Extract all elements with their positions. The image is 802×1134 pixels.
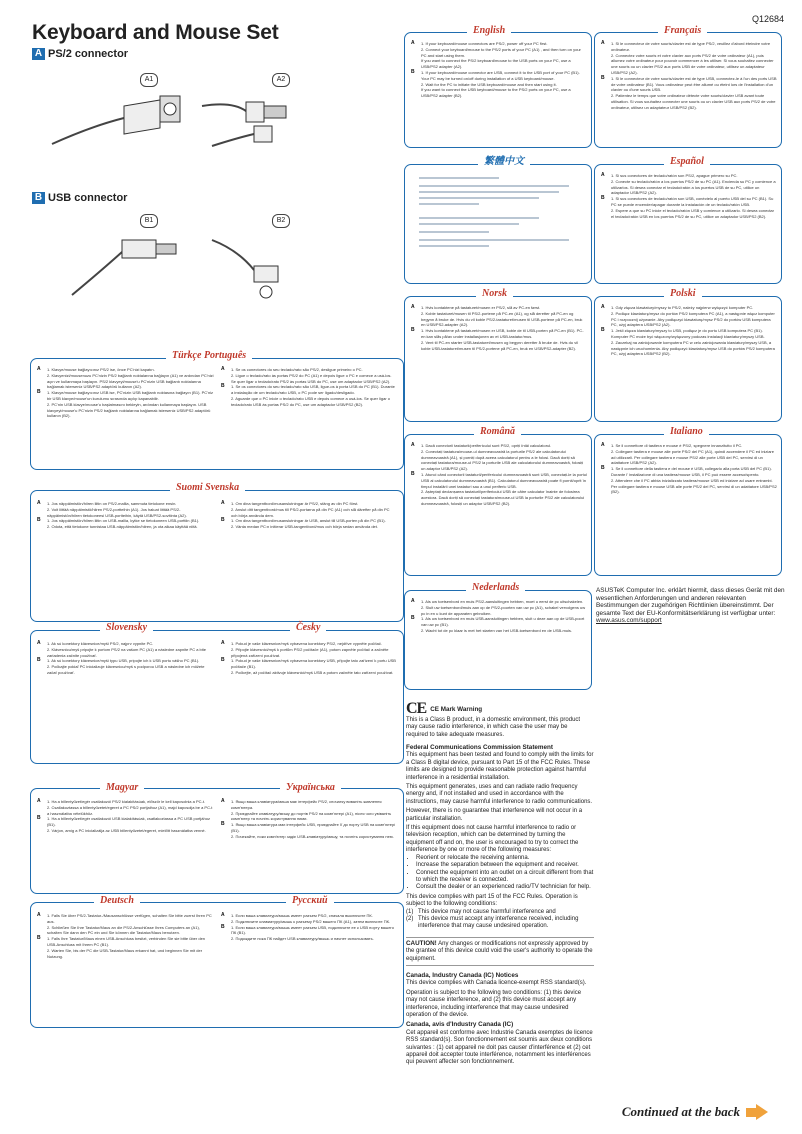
ce-logo-icon: CE [406,700,427,717]
english-b1: If your keyboard/mouse connector are USB, connect it to the USB port of your PC (B1). Your PC may be turned on/off during installation of a USB keyboard/mouse. [421,69,580,81]
romana-b1: Atunci când conectorii tastaturii/perifericului dumneavoastră sunt USB, conectați-le la portul USB al calculatorului dumneavoastră (B1). Calculatorul dumneavoastră poate fi pornit/oprit în timpul instalării unei tastaturi sau a unui periferic USB. [421,471,587,489]
cesky-a2: Připojte klávesnici/myš k portům PS/2 počítače (A1), potom zapněte počítač a začněte připojená zařízení používat. [231,646,389,658]
turkce-b2: PC'nin USB klavye/mouse'u başlatmasını bekleyin, ardından kullanmaya başlayın. USB klavyeyi/mouse'u PC'nizin PS/2 bağlantı noktalarına bağlamak isterseniz USB/PS2 adaptörü kullanın (B2). [47,401,211,419]
ic-p2: Operation is subject to the following two conditions: (1) this device may not cause interference, and (2) this device must accept any interference, including interference that may cause undesired operation of the device. [406,989,582,1018]
polski-b1: Jeśli złącza klawiatury/myszy to USB, podłącz je do portu USB komputera PC (B1). Komputer PC może być włączony/wyłączony podczas instalacji klawiatury/myszy USB. [611,328,765,339]
cesky-a1: Pokud je vaše klávesnice/myš vybavena konektory PS/2, nejdříve vypněte počítač. [235,641,382,646]
romana-a1: Dacă conectorii tastaturii/perifericului sunt PS/2, opriți întâi calculatorul. [425,443,552,448]
ce-mark [406,700,482,718]
fcc-p1: This equipment has been tested and found to comply with the limits for a Class B digital device, pursuant to Part 15 of the FCC Rules. These limits are designed to provide reasonable protection against harmful interference in a residential installation. [406,752,594,781]
turkce-a2: Klavyenizi/mousenuzu PC'nizin PS/2 bağlantı noktalarına bağlayın (A1) ve ardından PC'nizi açın ve kullanmaya başlayın. PS/2 klavyeyi/mouse'u PC'nizin USB bağlantı noktalarına bağlamak isterseniz USB/PS2 adaptörü kullanın (A2). [47,372,214,390]
panel-suomi-svenska: A 1. Jos näppäimistön/hiiren liitin on PS/2-mallia, sammuta tietokone ensin. 2. Voit liittää näppäimistö/hiiren PS/2-portteihin (A1). Jos haluat liittää PS/2-näppäimistön/hiiren tietokoneesi USB-portteihin, käytä USB/PS2-sovitinta (A2). B 1. Jos näppäimistön/hiiren liitin on USB-mallia, kytke se tietokoneen USB-porttiin (B1). 2. Odota, että tietokone tunnistaa USB-näppäimistön/hiiren, ja ota alkaa käyttää niitä. A 1. Om dina tangentbord/musanslutningar är PS/2, stäng av din PC först. 2. Anslut ditt tangentbord/mus till PS/2-portarna på din PC (A1) och slå därefter på din PC och börja använda dem. B 1. Om dina tangentbord/musanslutningar är USB, anslut till USB-porten på din PC (B1). 2. Vänta medan PC:n initierar USB-tangentbord/mus och börja sedan använda det. [30,490,404,622]
fcc-condition-2: This device must accept any interference received, including interference that may cause undesired operation. [418,915,579,930]
ic-title: Canada, Industry Canada (IC) Notices [406,971,519,979]
panel-romana: A 1. Dacă conectorii tastaturii/perifericului sunt PS/2, opriți întâi calculatorul. 2. Conectați tastatura/mouse-ul dumneavoastră la porturile PS/2 ale calculatorului dumneavoastră (A1), și porniți după aceea calculatorul pentru a le folosi. Dacă doriți să conectați tastatura/mouse-ul PS/2 la porturile USB ale calculatorului dumneavoastră, folosiți un adaptor USB/PS2 (A2). B 1. Atunci când conectorii tastaturii/perifericului dumneavoastră sunt USB, conectați-le la portul USB al calculatorului dumneavoastră (B1). Calculatorul dumneavoastră poate fi pornit/oprit în timpul instalării unei tastaturi sau a unui periferic USB. 2. Așteptați declanșarea tastaturii/perifericului USB de către calculator înainte de folosirea acestora. Dacă doriți să conectați tastatura/mouse-ul USB la porturile PS/2 ale calculatorului dumneavoastră, folosiți un adaptor USB/PS2 (B2). [404,434,592,576]
italiano-a2: Collegare tastiera e mouse alle porte PS/2 del PC (A1), quindi accendere il PC ed iniziare ad utilizzarli. Per collegare tastiera e mouse PS/2 alle porte USB del PC, servirsi di un adattatore USB/PS2 (A2). [611,448,774,466]
ukrainska-b1: Якщо ваша клавіатура має інтерфейс USB, приєднайте її до порту USB на комп'ютері (B1). [231,822,396,833]
panel-norsk: A 1. Hvis kontaktene på tastaturet/musen er PS/2, slå av PC-en først. 2. Koble tastaturet/musen til PS/2-portene på PC-en (A1), og slå deretter på PC-en og begynn å bruke de. Hvis du vil koble PS/2-tastaturet/musen til USB-portene på PC-en, bruk en USB/PS2-adapter (A2). B 1. Hvis kontaktene på tastaturet/musen er USB, koble de til USB-porten på PC-en (B1). PC-en kan slås på/av under installasjonen av et USB-tastatur/mus. 2. Vent til PC-en starter USB-tastaturet/musen og begynn deretter å bruke de. Hvis du vil koble USB-tastaturet/musen til PS/2-portene på PC-en, bruk en USB/PS2-adapter (B2). [404,296,592,422]
fcc-p4: If this equipment does not cause harmful interference to radio or television reception, which can be determined by turning the equipment off and on, the user is encouraged to try to correct the interference by one or more of the following measures: [406,825,579,854]
russkiy-title: Русский [286,895,334,907]
usb-connector-illustration [32,210,300,310]
francais-title: Français [658,25,707,37]
page-title: Keyboard and Mouse Set [32,21,279,44]
polski-a1: Gdy złącza klawiatury/myszy to PS/2, należy najpierw wyłączyć komputer PC. [615,305,754,310]
italiano-title: Italiano [664,426,709,438]
panel-turkce-portugues: A 1. Klavye/mouse bağlayıcınız PS/2 ise, önce PC'nizi kapatın. 2. Klavyenizi/mousenuzu PC'nizin PS/2 bağlantı noktalarına bağlayın (A1) ve ardından PC'nizi açın ve kullanmaya başlayın. PS/2 klavyeyi/mouse'u PC'nizin USB bağlantı noktalarına bağlamak isterseniz USB/PS2 adaptörü kullanın (A2). B 1. Klavye/mouse bağlayıcınız USB ise, PC'nizin USB bağlantı noktasına bağlayın (B1). PC'niz bir USB klavye/mouse'un kurulumu sırasında açılıp kapanabilir. 2. PC'nin USB klavye/mouse'u başlatmasını bekleyin, ardından kullanmaya başlayın. USB klavyeyi/mouse'u PC'nizin PS/2 bağlantı noktalarına bağlamak isterseniz USB/PS2 adaptörü kullanın (B2). A 1. Se os conectores do seu teclado/rato são PS/2, desligue primeiro o PC. 2. Ligue o teclado/rato às portas PS/2 do PC (A1) e depois ligue o PC e comece a usá-los. Se quer ligar o teclado/rato PS/2 às portas USB do PC, use um adaptador USB/PS2 (A2). B 1. Se os conectores do seu teclado/rato são USB, ligue-os à porta USB do PC (B1). Durante a instalação de um teclado/rato USB, o PC pode ser ligado/desligado. 2. Aguarde que o PC inicie o teclado/rato USB e depois comece a usá-los. Se quer ligar o teclado/rato USB às portas PS/2 do PC, use um adaptador USB/PS2 (B2). [30,358,404,470]
deutsch-b2: Warten Sie, bis der PC die USB-Tastatur/Maus erkannt hat, und beginnen Sie mit der Nutzung. [47,947,203,959]
slovensky-a1: Ak sú konektory klávesnice/myši PS/2, najprv vypnite PC. [51,641,154,646]
fcc-title: Federal Communications Commission Statement [406,744,553,751]
ce-text: This is a Class B product, in a domestic environment, this product may cause radio interference, in which case the user may be required to take adequate measures. [406,717,581,738]
deutsch-a1: Falls Sie über PS/2-Tastatur-/Mausanschlüsse verfügen, schalten Sie bitte zuerst Ihren PC aus. [47,913,212,924]
portugues-b2: Aguarde que o PC inicie o teclado/rato USB e depois comece a usá-los. Se quer ligar o teclado/rato USB às portas PS/2 do PC, use um adaptador USB/PS2 (B2). [231,395,390,407]
section-b-heading [32,192,127,204]
panel-cjk [404,164,592,284]
section-b-label: USB connector [48,192,128,204]
section-a-heading [32,48,128,60]
deutsch-title: Deutsch [94,895,140,907]
deutsch-a2: Schließen Sie Ihre Tastatur/Maus an die PS/2-Anschlüsse Ihres Computers an (A1), schalten Sie dann den PC ein und Sie können die Tastatur/Maus benutzen. [47,924,200,936]
panel-deutsch-russkiy: A 1. Falls Sie über PS/2-Tastatur-/Mausanschlüsse verfügen, schalten Sie bitte zuerst Ihren PC aus. 2. Schließen Sie Ihre Tastatur/Maus an die PS/2-Anschlüsse Ihres Computers an (A1), schalten Sie dann den PC ein und Sie können die Tastatur/Maus benutzen. B 1. Falls Ihre Tastatur/Maus einen USB-Anschluss besitzt, verbinden Sie sie bitte über den USB-Anschluss mit Ihrem PC (B1). 2. Warten Sie, bis der PC die USB-Tastatur/Maus erkannt hat, und beginnen Sie mit der Nutzung. A 1. Если ваша клавиатура/мышь имеет разъем PS/2, сначала выключите ПК. 2. Подключите клавиатуру/мышь к разъему PS/2 вашего ПК (A1), затем включите ПК. B 1. Если ваша клавиатура/мышь имеет разъем USB, подключите ее к USB порту вашего ПК (B1). 2. Подождите пока ПК найдет USB клавиатуру/мышь и начнет использовать. [30,902,404,1028]
cjk-title: 繁體中文 [478,156,530,168]
fcc-bullet-2: • Increase the separation between the equipment and receiver. [416,862,594,869]
fcc-block: Federal Communications Commission Statement This equipment has been tested and found to comply with the limits for a Class B digital device, pursuant to Part 15 of the FCC Rules. These limits are designed to provide reasonable protection against harmful interference in a residential installation. This equipment generates, uses and can radiate radio frequency energy and, if not installed and used in accordance with the instructions, may cause harmful interference to radio communications. However, there is no guarantee that interference will not occur in a particular installation. If this equipment does not cause harmful interference to radio or television reception, which can be determined by turning the equipment off and on, the user is encouraged to try to correct the interference by one or more of the following measures: • Reorient or relocate the receiving antenna. • Increase the separation between the equipment and receiver. • Connect the equipment into an outlet on a circuit different from that to which the receiver is connected. • Consult the dealer or an experienced radio/TV technician for help. This device complies with part 15 of the FCC Rules. Operation is subject to the following conditions: (1) This device may not cause harmful interference and (2) This device must accept any interference received, including interference that may cause undesired operation. CAUTION! Any changes or modifications not expressly approved by the grantee of this device could void the user's authority to operate the equipment. Canada, Industry Canada (IC) Notices This device complies with Canada licence-exempt RSS standard(s). Operation is subject to the following two conditions: (1) this device may not cause interference, and (2) this device must accept any interference, including interference that may cause undesired operation of the device. Canada, avis d'Industry Canada (IC) Cet appareil est conforme avec Industrie Canada exemptes de licence RSS standard(s). Son fonctionnement est soumis aux deux conditions suivantes : (1) cet appareil ne doit pas causer d'interférence et (2) cet appareil doit accepter toute interférence, notamment les interférences qui peuvent affecter son fonctionnement. [406,744,594,1067]
italiano-a1: Se il connettore di tastiera e mouse è PS/2, spegnere innanzitutto il PC. [615,443,743,448]
deutsch-b1: Falls Ihre Tastatur/Maus einen USB-Anschluss besitzt, verbinden Sie sie bitte über den USB-Anschluss mit Ihrem PC (B1). [47,936,206,947]
ps2-connector-illustration [32,66,300,176]
continued-text: Continued at the back [621,1104,740,1119]
slovensky-title: Slovensky [100,622,153,634]
svenska-a1: Om dina tangentbord/musanslutningar är PS/2, stäng av din PC först. [235,501,359,506]
russkiy-a1: Если ваша клавиатура/мышь имеет разъем PS/2, сначала выключите ПК. [235,913,373,918]
ic-fr-text: Cet appareil est conforme avec Industrie Canada exemptes de licence RSS standard(s). Son fonctionnement est soumis aux deux conditions suivantes : (1) cet appareil ne doit pas causer d'interférence et (2) cet appareil doit accepter toute interférence, notamment les interférences qui peuvent affecter son fonctionnement. [406,1029,593,1066]
slovensky-b2: Počkajte pokiaľ PC inicializuje klávesnicu/myš s podporou USB a následne ich môžete začať používať. [47,664,205,675]
svenska-b2: Vänta medan PC:n initierar USB-tangentbord/mus och börja sedan använda det. [235,524,378,530]
english-title: English [467,25,511,37]
section-a-letter: A [32,48,45,60]
suomi-b2: Odota, että tietokone tunnistaa USB-näppäimistön/hiiren, ja ota alkaa käyttää niitä. [51,524,198,530]
ukrainska-a1: Якщо ваша клавіатура/миша має інтерфейс PS/2, спочатку вимкніть живлення комп'ютера. [231,799,382,810]
arrow-right-icon [746,1108,756,1117]
ic-fr-title: Canada, avis d'Industry Canada (IC) [406,1021,514,1029]
fcc-bullet-3: • Connect the equipment into an outlet on a circuit different from that to which the receiver is connected. [416,870,594,885]
document-code: Q12684 [751,14,784,24]
arrow-head-icon [756,1104,768,1120]
svenska-a2: Anslut ditt tangentbord/mus till PS/2-portarna på din PC (A1) och slå därefter på din PC och börja använda dem. [231,506,390,518]
norsk-a2: Koble tastaturet/musen til PS/2-portene på PC-en (A1), og slå deretter på PC-en og begynn å bruke de. Hvis du vil koble PS/2-tastaturet/musen til USB-portene på PC-en, bruk en USB/PS2-adapter (A2). [421,310,583,328]
illustration-label-a1: A1 [140,73,158,87]
panel-slovensky-cesky: A 1. Ak sú konektory klávesnice/myši PS/2, najprv vypnite PC. 2. Klávesnicu/myš pripojte k portom PS/2 na vašom PC (A1) a následne zapnite PC a bite zariadenia začnite používať. B 1. Ak sú konektory klávesnice/myši typu USB, pripojte ich k USB portu vášho PC (B1). 2. Počkajte pokiaľ PC inicializuje klávesnicu/myš s podporou USB a následne ich môžete začať používať. A 1. Pokud je vaše klávesnice/myš vybavena konektory PS/2, nejdříve vypněte počítač. 2. Připojte klávesnici/myš k portům PS/2 počítače (A1), potom zapněte počítač a začněte připojená zařízení používat. B 1. Pokud je vaše klávesnice/myš vybavena konektory USB, připojte tato zařízení k portu USB počítače (B1). 2. Počkejte, až počítač aktivuje klávesnici/myš USB a potom začněte tato zařízení používat. [30,630,404,764]
francais-b1: Si le connecteur de votre souris/clavier est de type USB, connectez-le à l'un des ports USB de votre ordinateur (B1). Vous ordinateur peut être allumé ou éteint lors de l'installation d'un clavier ou d'une souris USB. [611,75,777,93]
russkiy-a2: Подключите клавиатуру/мышь к разъему PS/2 вашего ПК (A1), затем включите ПК. [235,918,391,924]
panel-italiano: A 1. Se il connettore di tastiera e mouse è PS/2, spegnere innanzitutto il PC. 2. Collegare tastiera e mouse alle porte PS/2 del PC (A1), quindi accendere il PC ed iniziare ad utilizzarli. Per collegare tastiera e mouse PS/2 alle porte USB del PC, servirsi di un adattatore USB/PS2 (A2). B 1. Se il connettore della tastiera e del mouse è USB, collegarlo alla porta USB del PC (B1). Durante l' installazione di una tastiera/mouse USB, il PC può essere acceso/spento. 2. Attendere che il PC abbia inizializzato tastiera/mouse USB ed iniziare ad usare entrambi. Per collegare tastiera e mouse USB alle porte PS/2 del PC, servirsi di un adattatore USB/PS2 (B2). [594,434,782,576]
suomi-a1: Jos näppäimistön/hiiren liitin on PS/2-mallia, sammuta tietokone ensin. [51,501,177,506]
fcc-bullet-4: • Consult the dealer or an experienced radio/TV technician for help. [416,884,594,891]
romana-title: Română [474,426,521,438]
section-a-label: PS/2 connector [48,48,129,60]
polski-title: Polski [664,288,702,300]
ukrainska-title: Українська [280,782,341,794]
caution-text: Any changes or modifications not expressly approved by the grantee of this device could void the user's authority to operate the equipment. [406,940,593,962]
espanol-b1: Si sus conectores de teclado/ratón son USB, conéctelo al puerto USB del su PC (B1). Su PC se puede encender/apagar durante la instalación de un teclado/ratón USB. [611,196,774,207]
section-b-letter: B [32,192,45,204]
portugues-a1: Se os conectores do seu teclado/rato são PS/2, desligue primeiro o PC. [235,367,363,372]
ce-mark-title: CE Mark Warning [430,705,483,713]
magyar-title: Magyar [100,782,144,794]
romana-b2: Așteptați declanșarea tastaturii/perifericului USB de către calculator înainte de folosirea acestora. Dacă doriți să conectați tastatura/mouse-ul USB la porturile PS/2 ale calculatorului dumneavoastră, folosiți un adaptor USB/PS2 (B2). [421,489,585,506]
suomi-b1: Jos näppäimistön/hiiren liitin on USB-mallia, kytke se tietokoneen USB-porttiin (B1). [51,518,200,524]
nederlands-title: Nederlands [466,582,525,594]
svenska-b1: Om dina tangentbord/musanslutningar är USB, anslut till USB-porten på din PC (B1). [235,518,386,524]
english-b-note: If you want to connect the USB keyboard/mouse to the PS/2 ports on your PC, use a USB/PS2 adapter (B2). [421,87,571,99]
nederlands-a1: Als uw toetsenbord en muis PS/2-aansluitingen hebben, moet u eerst de pc uitschakelen. [425,599,584,604]
russkiy-b2: Подождите пока ПК найдет USB клавиатуру/мышь и начнет использовать. [235,936,374,942]
english-a-note: If you want to connect the PS/2 keyboard/mouse to the USB ports on your PC, use a USB/PS2 adapter (A2). [421,58,571,70]
polski-a2: Podłącz klawiaturę/mysz do portów PS/2 komputera PC (A1), a następnie włącz komputer PC i rozpocznij używanie. Aby podłączyć klawiaturę/mysz PS/2 do portów USB komputera PC, użyj adaptera USB/PS2 (A2). [611,310,775,328]
english-a1: If your keyboard/mouse connectors are PS/2, power off your PC first. [425,41,548,46]
ic-p1: This device complies with Canada licence-exempt RSS standard(s). [406,980,587,987]
fcc-p2: This equipment generates, uses and can radiate radio frequency energy and, if not installed and used in accordance with the instructions, may cause harmful interference to radio communications. [406,784,593,805]
nederlands-a2: Sluit uw toetsenbord/muis aan op de PS/2-poorten van uw pc (A1), schakel vervolgens uw pc in en u kunt de apparaten gebruiken. [421,604,586,616]
panel-nederlands: A 1. Als uw toetsenbord en muis PS/2-aansluitingen hebben, moet u eerst de pc uitschakelen. 2. Sluit uw toetsenbord/muis aan op de PS/2-poorten van uw pc (A1), schakel vervolgens uw pc in en u kunt de apparaten gebruiken. B 1. Als uw toetsenbord en muis USB-aansluitingen hebben, sluit u deze aan op de USB-poort van uw pc (B1). 2. Wacht tot de pc klaar is met het starten van het USB-toetsenbord en de USB-muis. [404,590,592,690]
ukrainska-a2: Приєднайте клавіатуру/мишу до портів PS/2 на комп'ютері (A1), після чого увімкніть комп'ютер та почніть користування ними. [231,810,392,822]
panel-francais: A 1. Si le connecteur de votre souris/clavier est de type PS/2, veuillez d'abord éteindre votre ordinateur. 2. Connectez votre souris et votre clavier aux ports PS/2 de votre ordinateur (A1), puis allumez votre ordinateur pour pouvoir commencer à les utiliser. Si vous souhaitez connecter une souris ou un clavier PS/2 aux ports USB de votre ordinateur, utilisez un adaptateur USB/PS2 (A2). B 1. Si le connecteur de votre souris/clavier est de type USB, connectez-le à l'un des ports USB de votre ordinateur (B1). Vous ordinateur peut être allumé ou éteint lors de l'installation d'un clavier ou d'une souris USB. 2. Patientez le temps que votre ordinateur détecte votre souris/clavier USB avant toute utilisation. Si vous souhaitez connecter une souris ou un clavier USB aux ports PS/2 de votre ordinateur, utilisez un adaptateur USB/PS2 (B2). [594,32,782,148]
magyar-a1: Ha a billentyűzet/egér csatlakozói PS/2 kialakításúak, először le kell kapcsolnia a PC-t. [51,799,206,804]
english-a2: Connect your keyboard/mouse to the PS/2 ports of your PC (A1) , and then turn on your PC and start using them. [421,46,581,58]
turkce-b1: Klavye/mouse bağlayıcınız USB ise, PC'nizin USB bağlantı noktasına bağlayın (B1). PC'niz bir USB klavye/mouse'un kurulumu sırasında açılıp kapanabilir. [47,390,214,401]
turkce-portugues-title: Türkçe Português [166,350,252,362]
nederlands-b1: Als uw toetsenbord en muis USB-aansluitingen hebben, sluit u deze aan op de USB-poort van uw pc (B1). [421,616,585,628]
norsk-a1: Hvis kontaktene på tastaturet/musen er PS/2, slå av PC-en først. [425,305,541,310]
romana-a2: Conectați tastatura/mouse-ul dumneavoastră la porturile PS/2 ale calculatorului dumneavoastră (A1), și porniți după aceea calculatorul pentru a le folosi. Dacă doriți să conectați tastatura/mouse-ul PS/2 la porturile USB ale calculatorului dumneavoastră, folosiți un adaptor USB/PS2 (A2). [421,448,584,472]
portugues-a2: Ligue o teclado/rato às portas PS/2 do PC (A1) e depois ligue o PC e comece a usá-los. Se quer ligar o teclado/rato PS/2 às portas USB do PC, use um adaptador USB/PS2 (A2). [231,372,392,384]
italiano-b2: Attendere che il PC abbia inizializzato tastiera/mouse USB ed iniziare ad usare entrambi. Per collegare tastiera e mouse USB alle porte PS/2 del PC, servirsi di un adattatore USB/PS2 (B2). [611,477,777,495]
fcc-p3: However, there is no guarantee that interference will not occur in a particular installation. [406,808,583,822]
fcc-p5: This device complies with part 15 of the FCC Rules. Operation is subject to the following conditions: [406,893,578,908]
ukrainska-b2: Почекайте, поки комп'ютер задіє USB-клавіатуру/мишу, та почніть користування нею. [235,833,394,839]
polski-b2: Zaczekaj na zainicjowanie komputera PC w celu zainicjowania klawiatury/myszy USB, a następnie ich uruchomienia. Aby podłączyć klawiaturę/mysz USB do portów PS/2 komputera PC, użyj adaptera USB/PS2 (B2). [611,339,775,357]
english-b2: Wait for the PC to initiate the USB keyboard/mouse and then start using it. [425,81,557,87]
turkce-a1: Klavye/mouse bağlayıcınız PS/2 ise, önce PC'nizi kapatın. [51,367,155,372]
cesky-title: Česky [290,622,326,634]
asus-notice-text: ASUSTeK Computer Inc. erklärt hiermit, dass dieses Gerät mit den wesentlichen Anforderungen und anderen relevanten Bestimmungen der zugehörigen Richtlinien übereinstimmt. Der gesamte Text der EU-Konformitätserklärung ist verfügbar unter: [596,587,785,617]
continued-note [622,1104,768,1120]
suomi-a2: Voit liittää näppäimistö/hiiren PS/2-portteihin (A1). Jos haluat liittää PS/2-näppäimistön/hiiren tietokoneesi USB-portteihin, käytä USB/PS2-sovitinta (A2). [47,506,187,518]
norsk-b2: Vent til PC-en starter USB-tastaturet/musen og begynn deretter å bruke de. Hvis du vil koble USB-tastaturet/musen til PS/2-portene på PC-en, bruk en USB/PS2-adapter (B2). [421,339,578,351]
espanol-a2: Conecte su teclado/ratón a los puertos PS/2 de su PC (A1). Encienda su PC y comience a utilizarlos. Si desea conectar el teclado/ratón a los puertos USB de su PC, utilice un adaptador USB/PS2 (A2). [611,178,776,196]
francais-b2: Patientez le temps que votre ordinateur détecte votre souris/clavier USB avant toute utilisation. Si vous souhaitez connecter une souris ou un clavier USB aux ports PS/2 de votre ordinateur, utilisez un adaptateur USB/PS2 (B2). [611,93,776,110]
cesky-b2: Počkejte, až počítač aktivuje klávesnici/myš USB a potom začněte tato zařízení používat. [235,669,394,675]
slovensky-b1: Ak sú konektory klávesnice/myši typu USB, pripojte ich k USB portu vášho PC (B1). [51,658,200,664]
russkiy-b1: Если ваша клавиатура/мышь имеет разъем USB, подключите ее к USB порту вашего ПК (B1). [231,924,395,936]
norsk-b1: Hvis kontaktene på tastaturet/musen er USB, koble de til USB-porten på PC-en (B1). PC-en kan slås på/av under installasjonen av et USB-tastatur/mus. [421,328,584,339]
panel-english: A 1. If your keyboard/mouse connectors are PS/2, power off your PC first. 2. Connect your keyboard/mouse to the PS/2 ports of your PC (A1) , and then turn on your PC and start using them. If you want to connect the PS/2 keyboard/mouse to the USB ports on your PC, use a USB/PS2 adapter (A2). B 1. If your keyboard/mouse connector are USB, connect it to the USB port of your PC (B1). Your PC may be turned on/off during installation of a USB keyboard/mouse. 2. Wait for the PC to initiate the USB keyboard/mouse and then start using it. If you want to connect the USB keyboard/mouse to the PS/2 ports on your PC, use a USB/PS2 adapter (B2). [404,32,592,148]
nederlands-b2: Wacht tot de pc klaar is met het starten van het USB-toetsenbord en de USB-muis. [425,627,573,633]
espanol-b2: Espere a que su PC inicie el teclado/ratón USB y comience a utilizarlo. Si desea conectar el teclado/ratón USB en los puertos PS/2 de su PC, utilice un adaptador USB/PS2 (B2). [611,207,774,219]
norsk-title: Norsk [476,288,513,300]
panel-espanol: A 1. Si sus conectores de teclado/ratón son PS/2, apague primero su PC. 2. Conecte su teclado/ratón a los puertos PS/2 de su PC (A1). Encienda su PC y comience a utilizarlos. Si desea conectar el teclado/ratón a los puertos USB de su PC, utilice un adaptador USB/PS2 (A2). B 1. Si sus conectores de teclado/ratón son USB, conéctelo al puerto USB del su PC (B1). Su PC se puede encender/apagar durante la instalación de un teclado/ratón USB. 2. Espere a que su PC inicie el teclado/ratón USB y comience a utilizarlo. Si desea conectar el teclado/ratón USB en los puertos PS/2 de su PC, utilice un adaptador USB/PS2 (B2). [594,164,782,284]
slovensky-a2: Klávesnicu/myš pripojte k portom PS/2 na vašom PC (A1) a následne zapnite PC a bite zariadenia začnite používať. [47,646,206,658]
italiano-b1: Se il connettore della tastiera e del mouse è USB, collegarlo alla porta USB del PC (B1). Durante l' installazione di una tastiera/mouse USB, il PC può essere acceso/spento. [611,466,772,477]
asus-support-link[interactable]: www.asus.com/support [596,617,662,625]
caution-label: CAUTION! [406,939,437,947]
magyar-b1: Ha a billentyűzet/egér csatlakozói USB kialakításúak, csatlakoztassa a PC USB portjához (B1). [47,816,210,828]
francais-a1: Si le connecteur de votre souris/clavier est de type PS/2, veuillez d'abord éteindre votre ordinateur. [611,41,771,52]
suomi-svenska-title: Suomi Svenska [170,482,245,494]
espanol-a1: Si sus conectores de teclado/ratón son PS/2, apague primero su PC. [615,173,738,178]
magyar-a2: Csatlakoztassa a billentyűzetet/egeret a PC PS/2 portjaihoz (A1), majd kapcsolja be a PC-t a használatba vételükhöz. [47,804,213,816]
cesky-b1: Pokud je vaše klávesnice/myš vybavena konektory USB, připojte tato zařízení k portu USB počítače (B1). [231,658,396,670]
illustration-label-b2: B2 [272,214,290,228]
illustration-label-b1: B1 [140,214,158,228]
portugues-b1: Se os conectores do seu teclado/rato são USB, ligue-os à porta USB do PC (B1). Durante a instalação de um teclado/rato USB, o PC pode ser ligado/desligado. [231,384,395,396]
fcc-bullet-1: • Reorient or relocate the receiving antenna. [416,855,594,862]
illustration-label-a2: A2 [272,73,290,87]
francais-a2: Connectez votre souris et votre clavier aux ports PS/2 de votre ordinateur (A1), puis allumez votre ordinateur pour pouvoir commencer à les utiliser. Si vous souhaitez connecter une souris ou un clavier PS/2 aux ports USB de votre ordinateur, utilisez un adaptateur USB/PS2 (A2). [611,52,774,75]
magyar-b2: Várjon, amíg a PC inicializálja az USB billentyűzetet/egeret, mielőtt használatba venné. [51,827,206,833]
panel-magyar-ukrainska: A 1. Ha a billentyűzet/egér csatlakozói PS/2 kialakításúak, először le kell kapcsolnia a PC-t. 2. Csatlakoztassa a billentyűzetet/egeret a PC PS/2 portjaihoz (A1), majd kapcsolja be a PC-t a használatba vételükhöz. B 1. Ha a billentyűzet/egér csatlakozói USB kialakításúak, csatlakoztassa a PC USB portjához (B1). 2. Várjon, amíg a PC inicializálja az USB billentyűzetet/egeret, mielőtt használatba venné. A 1. Якщо ваша клавіатура/миша має інтерфейс PS/2, спочатку вимкніть живлення комп'ютера. 2. Приєднайте клавіатуру/мишу до портів PS/2 на комп'ютері (A1), після чого увімкніть комп'ютер та почніть користування ними. B 1. Якщо ваша клавіатура має інтерфейс USB, приєднайте її до порту USB на комп'ютері (B1). 2. Почекайте, поки комп'ютер задіє USB-клавіатуру/мишу, та почніть користування нею. [30,788,404,894]
fcc-condition-1: This device may not cause harmful interference and [418,908,556,915]
panel-polski: A 1. Gdy złącza klawiatury/myszy to PS/2, należy najpierw wyłączyć komputer PC. 2. Podłącz klawiaturę/mysz do portów PS/2 komputera PC (A1), a następnie włącz komputer PC i rozpocznij używanie. Aby podłączyć klawiaturę/mysz PS/2 do portów USB komputera PC, użyj adaptera USB/PS2 (A2). B 1. Jeśli złącza klawiatury/myszy to USB, podłącz je do portu USB komputera PC (B1). Komputer PC może być włączony/wyłączony podczas instalacji klawiatury/myszy USB. 2. Zaczekaj na zainicjowanie komputera PC w celu zainicjowania klawiatury/myszy USB, a następnie ich uruchomienia. Aby podłączyć klawiaturę/mysz USB do portów PS/2 komputera PC, użyj adaptera USB/PS2 (B2). [594,296,782,422]
espanol-title: Español [664,156,710,168]
asus-notice [596,587,786,625]
